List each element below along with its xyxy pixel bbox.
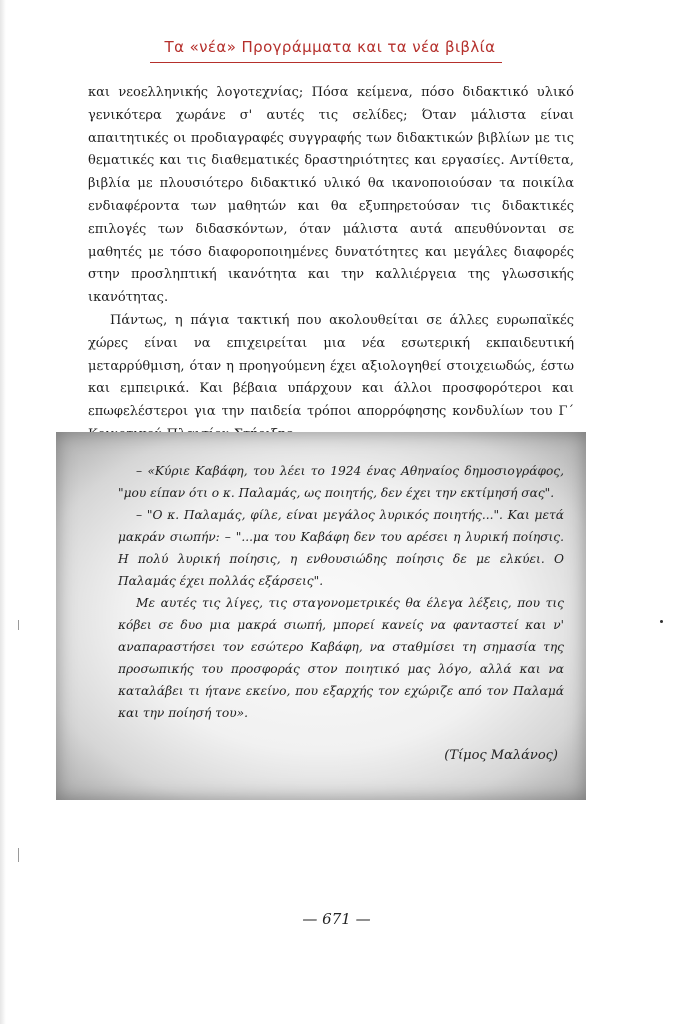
quote-author: (Τίμος Μαλάνος) [444, 748, 558, 763]
main-text [88, 82, 574, 447]
scan-speck [660, 620, 663, 623]
quote-box [56, 432, 586, 800]
quote-text [118, 460, 564, 724]
running-header: Τα «νέα» Προγράμματα και τα νέα βιβλία [164, 38, 496, 56]
page-edge-shadow [0, 0, 6, 1024]
quote-paragraph-3: Με αυτές τις λίγες, τις σταγονομετρικές θα έλεγα λέξεις, που τις κόβει σε δυο μια μακρά σιωπή, μπορεί κανείς να φανταστεί και ν' αναπαραστήσει τον εσώτερο Καβάφη, να σταθμίσει τη σημασία της προσωπικής του προσφοράς στον ποιητικό μας λόγο, αλλά και να καταλάβει τι ήτανε εκείνο, που εξαρχής τον εχώριζε από τον Παλαμά και την ποίησή του». [118, 596, 564, 720]
scan-edge-mark [18, 848, 19, 862]
quote-paragraph-2: – "Ο κ. Παλαμάς, φίλε, είναι μεγάλος λυρικός ποιητής...". Και μετά μακράν σιωπήν: – "...μα του Καβάφη δεν του αρέσει η λυρική ποίησις. Η πολύ λυρική ποίησις, η ενθουσιώδης ποίησις δε με ελκύει. Ο Παλαμάς έχει πολλάς εξάρσεις". [118, 508, 564, 588]
paragraph-1: και νεοελληνικής λογοτεχνίας; Πόσα κείμενα, πόσο διδακτικό υλικό γενικότερα χωράνε σ' αυτές τις σελίδες; Όταν μάλιστα είναι απαιτητικές οι προδιαγραφές συγγραφής των διδακτικών βιβλίων με τις θεματικές και τις διαθεματικές δραστηριότητες και εργασίες. Αντίθετα, βιβλία με πλουσιότερο διδακτικό υλικό θα ικανοποιούσαν τα ποικίλα ενδιαφέροντα των μαθητών και θα εξυπηρετούσαν τις διδακτικές επιλογές των διδασκόντων, όταν μάλιστα αυτά απευθύνονται σε μαθητές με τόσο διαφοροποιημένες δυνατότητες και μεγάλες διαφορές στην προσληπτική ικανότητα και την καλλιέργεια της γλωσσικής ικανότητας. [88, 85, 574, 306]
scan-edge-mark [18, 620, 19, 630]
page-number: — 671 — [302, 910, 371, 928]
paragraph-2: Πάντως, η πάγια τακτική που ακολουθείται σε άλλες ευρωπαϊκές χώρες είναι να επιχειρείται μια νέα εσωτερική εκπαιδευτική μεταρρύθμιση, όταν η προηγούμενη έχει αξιολογηθεί στοιχειωδώς, έστω και εμπειρικά. Και βέβαια υπάρχουν και άλλοι προσφορότεροι και επωφελέστεροι για την παιδεία τρόποι απορρόφησης κονδυλίων του Γ΄ [88, 312, 574, 420]
header-rule [150, 62, 502, 63]
quote-paragraph-1: – «Κύριε Καβάφη, του λέει το 1924 ένας Αθηναίος δημοσιογράφος, "μου είπαν ότι ο κ. Παλαμάς, ως ποιητής, δεν έχει την εκτίμησή σας". [118, 464, 564, 500]
